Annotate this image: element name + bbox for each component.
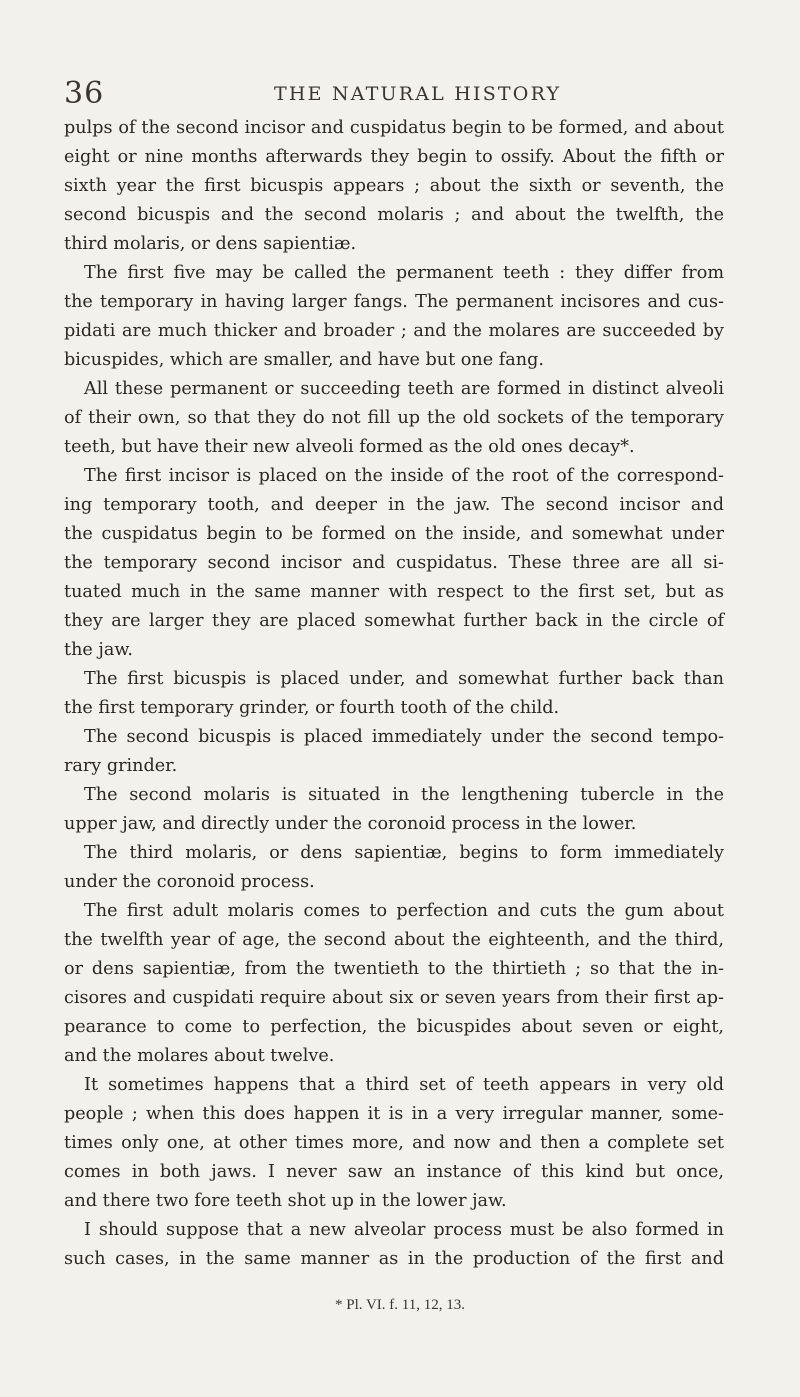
text-line: cisores and cuspidati require about six or seven years from their first ap- (64, 988, 724, 1008)
text-line: the twelfth year of age, the second about the eighteenth, and the third, (64, 930, 724, 950)
text-line: sixth year the first bicuspis appears ; about the sixth or seventh, the (64, 176, 724, 196)
text-line: the temporary in having larger fangs. The permanent incisores and cus- (64, 292, 724, 312)
text-line: under the coronoid process. (64, 872, 315, 892)
text-line: second bicuspis and the second molaris ; and about the twelfth, the (64, 205, 724, 225)
text-line: comes in both jaws. I never saw an instance of this kind but once, (64, 1162, 724, 1182)
text-line: The first adult molaris comes to perfection and cuts the gum about (84, 901, 724, 921)
running-head: THE NATURAL HISTORY (274, 83, 562, 105)
text-line: eight or nine months afterwards they begin to ossify. About the fifth or (64, 147, 724, 167)
text-line: The second bicuspis is placed immediately under the second tempo- (84, 727, 724, 747)
text-line: the cuspidatus begin to be formed on the inside, and somewhat under (64, 524, 724, 544)
text-line: the first temporary grinder, or fourth tooth of the child. (64, 698, 560, 718)
text-line: the temporary second incisor and cuspidatus. These three are all si- (64, 553, 724, 573)
text-line: pidati are much thicker and broader ; and the molares are succeeded by (64, 321, 724, 341)
text-line: The first incisor is placed on the inside of the root of the correspond- (84, 466, 724, 486)
text-line: or dens sapientiæ, from the twentieth to the thirtieth ; so that the in- (64, 959, 724, 979)
text-line: such cases, in the same manner as in the production of the first and (64, 1249, 724, 1269)
text-line: bicuspides, which are smaller, and have but one fang. (64, 350, 544, 370)
text-line: third molaris, or dens sapientiæ. (64, 234, 357, 254)
page-header (64, 76, 704, 112)
text-line: It sometimes happens that a third set of teeth appears in very old (84, 1075, 724, 1095)
text-line: and the molares about twelve. (64, 1046, 335, 1066)
text-line: they are larger they are placed somewhat further back in the circle of (64, 611, 724, 631)
text-line: The first bicuspis is placed under, and somewhat further back than (84, 669, 724, 689)
text-line: I should suppose that a new alveolar process must be also formed in (84, 1220, 724, 1240)
text-line: The second molaris is situated in the lengthening tubercle in the (84, 785, 724, 805)
footnote: * Pl. VI. f. 11, 12, 13. (334, 1297, 465, 1313)
text-line: teeth, but have their new alveoli formed as the old ones decay*. (64, 437, 635, 457)
text-line: The third molaris, or dens sapientiæ, begins to form immediately (84, 843, 724, 863)
text-line: times only one, at other times more, and now and then a complete set (64, 1133, 724, 1153)
text-line: people ; when this does happen it is in a very irregular manner, some- (64, 1104, 724, 1124)
text-line: upper jaw, and directly under the coronoid process in the lower. (64, 814, 637, 834)
text-line: of their own, so that they do not fill up the old sockets of the temporary (64, 408, 724, 428)
text-line: tuated much in the same manner with respect to the first set, but as (64, 582, 724, 602)
text-line: and there two fore teeth shot up in the lower jaw. (64, 1191, 507, 1211)
text-line: rary grinder. (64, 756, 178, 776)
text-line: ing temporary tooth, and deeper in the jaw. The second incisor and (64, 495, 724, 515)
text-line: pulps of the second incisor and cuspidatus begin to be formed, and about (64, 118, 724, 138)
page-number: 36 (64, 76, 105, 111)
body-text (64, 114, 724, 1274)
text-line: All these permanent or succeeding teeth are formed in distinct alveoli (84, 379, 724, 399)
text-line: pearance to come to perfection, the bicuspides about seven or eight, (64, 1017, 724, 1037)
text-line: the jaw. (64, 640, 133, 660)
text-line: The first five may be called the permanent teeth : they differ from (84, 263, 724, 283)
